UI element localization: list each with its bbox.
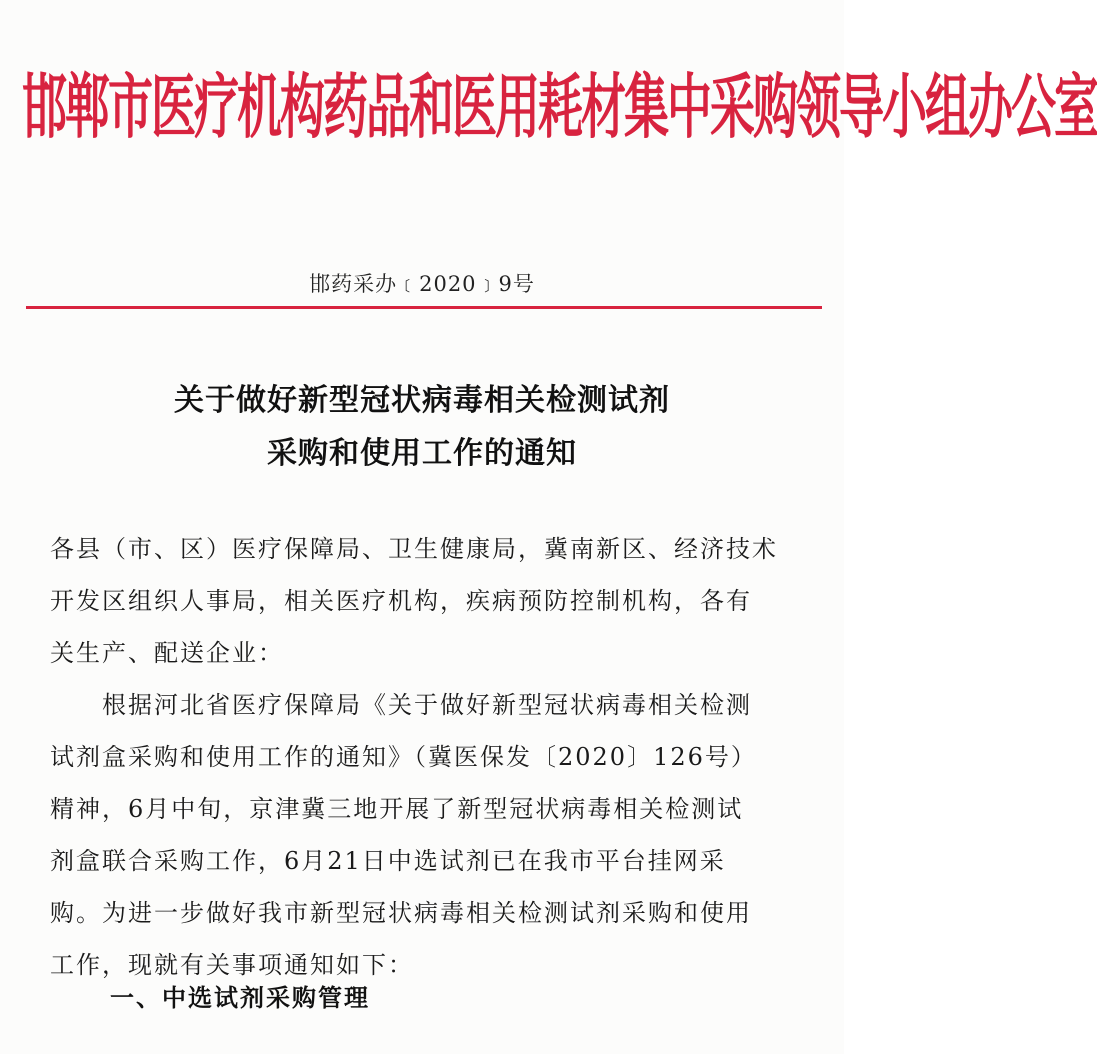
document-title-line-2: 采购和使用工作的通知 — [267, 436, 577, 471]
document-title-line-1: 关于做好新型冠状病毒相关检测试剂 — [174, 383, 670, 418]
issuing-organization-header: 邯郸市医疗机构药品和医用耗材集中采购领导小组办公室 — [22, 65, 1097, 148]
body-line: 开发区组织人事局，相关医疗机构，疾病预防控制机构，各有 — [50, 587, 752, 615]
body-line: 剂盒联合采购工作，6月21日中选试剂已在我市平台挂网采 — [50, 847, 726, 875]
body-line: 各县（市、区）医疗保障局、卫生健康局，冀南新区、经济技术 — [50, 535, 778, 563]
document-number: 邯药采办﹝2020﹞9号 — [309, 272, 535, 296]
body-line: 工作，现就有关事项通知如下： — [50, 951, 414, 979]
section-heading: 一、中选试剂采购管理 — [110, 984, 370, 1012]
body-line: 购。为进一步做好我市新型冠状病毒相关检测试剂采购和使用 — [50, 899, 752, 927]
body-line: 试剂盒采购和使用工作的通知》（冀医保发〔2020〕126号） — [50, 743, 757, 771]
body-line: 关生产、配送企业： — [50, 639, 284, 667]
red-divider-line — [26, 306, 822, 309]
body-line: 精神，6月中旬，京津冀三地开展了新型冠状病毒相关检测试 — [50, 795, 744, 823]
body-line: 根据河北省医疗保障局《关于做好新型冠状病毒相关检测 — [50, 691, 752, 719]
